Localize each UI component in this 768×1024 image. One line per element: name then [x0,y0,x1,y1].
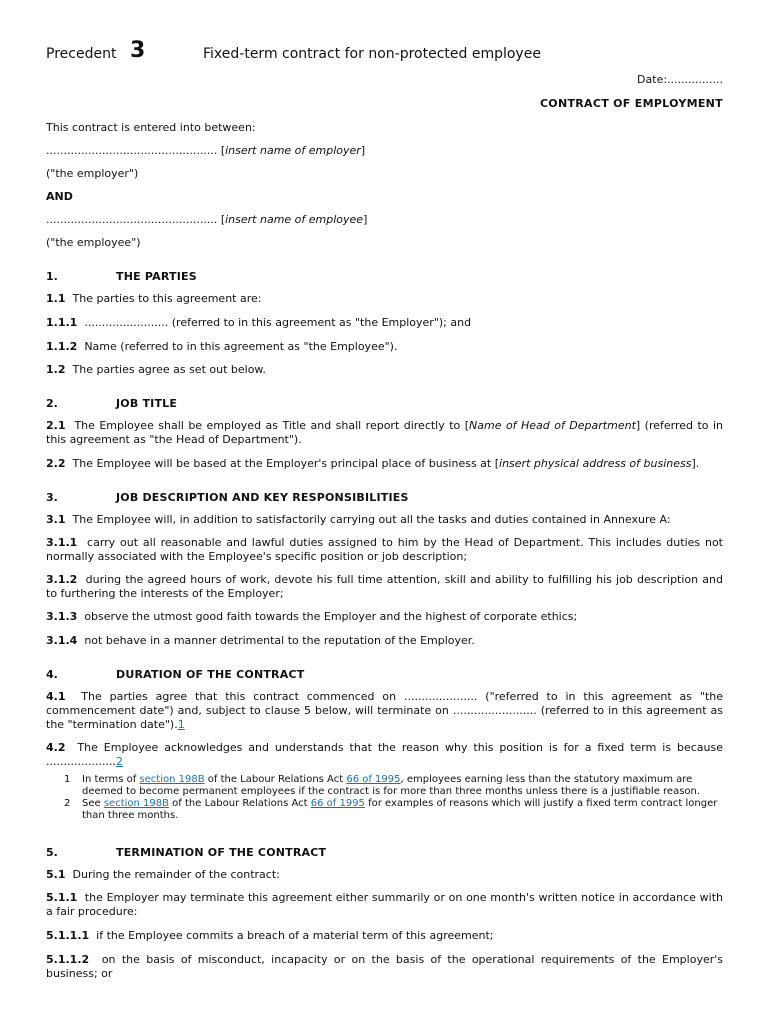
clause-text: if the Employee commits a breach of a material term of this agreement; [96,929,494,942]
footnote-text [82,774,723,798]
clause-1-1 [46,292,723,306]
precedent-number: 3 [130,38,146,63]
clause-3-1-2 [46,573,723,601]
employer-dots: ................................................. [ [46,144,226,157]
section-198b-link[interactable]: section 198B [139,774,205,785]
footnote-2 [64,798,723,822]
section-2-heading [46,397,723,410]
clause-number: 5.1.1.1 [46,929,90,942]
clause-insert-note: Name of Head of Department [469,419,636,432]
clause-2-2 [46,457,723,471]
footnote-text-part: of the Labour Relations Act [204,774,347,785]
employee-insert-note: insert name of employee [225,213,364,226]
contract-title: CONTRACT OF EMPLOYMENT [539,97,723,110]
date-line: Date:................ [637,73,723,86]
employer-definition: ("the employer") [46,167,139,180]
clause-number: 3.1.2 [46,573,78,586]
section-title: DURATION OF THE CONTRACT [116,668,305,681]
footnote-text [82,798,723,822]
employee-definition: ("the employee") [46,236,141,249]
clause-number: 4.2 [46,741,66,754]
intro-text: This contract is entered into between: [46,121,256,134]
clause-number: 1.1.1 [46,316,78,329]
clause-text: The Employee acknowledges and understands that the reason why this position is for a fixed term is because .................... [46,741,723,768]
clause-1-1-1 [46,316,723,330]
and-separator: AND [46,190,73,203]
section-4-heading [46,668,723,681]
clause-text: The parties agree that this contract commenced on ..................... ("referred to in this agreement as "the commencement date") and, subject to clause 5 below, will terminate on ........................ (referred to in this agreement as the "termination date"). [46,690,723,731]
document-heading: Fixed-term contract for non-protected employee [203,46,541,62]
clause-4-1 [46,690,723,732]
section-title: JOB TITLE [116,397,178,410]
clause-number: 2.2 [46,457,66,470]
clause-5-1-1-1 [46,929,723,943]
clause-3-1-3 [46,610,723,624]
clause-number: 4.1 [46,690,66,703]
footnote-text-part: , employees earning less than the statutory maximum are deemed to become permanent employees if the contract is for more than three months unless there is a justifiable reason. [82,774,701,797]
clause-number: 3.1.1 [46,536,78,549]
clause-number: 5.1.1.2 [46,953,90,966]
section-number: 1. [46,270,58,283]
clause-3-1-4 [46,634,723,648]
footnotes [46,774,723,822]
clause-text: The Employee will, in addition to satisfactorily carrying out all the tasks and duties contained in Annexure A: [72,513,671,526]
footnote-1 [64,774,723,798]
footnote-text-part: of the Labour Relations Act [169,798,311,809]
clause-1-1-2 [46,340,723,354]
clause-number: 3.1.3 [46,610,78,623]
footnote-text-part: See [82,798,104,809]
employee-close-bracket: ] [363,213,368,226]
clause-text: on the basis of misconduct, incapacity or on the basis of the operational requirements of the Employer's business; or [46,953,723,980]
clause-text: not behave in a manner detrimental to the reputation of the Employer. [84,634,475,647]
employee-dots: ................................................. [ [46,213,226,226]
clause-2-1 [46,419,723,447]
section-title: THE PARTIES [116,270,197,283]
section-3-heading [46,491,723,504]
clause-5-1-1-2 [46,953,723,981]
clause-text: Name (referred to in this agreement as "the Employee"). [84,340,398,353]
section-number: 2. [46,397,58,410]
clause-number: 5.1 [46,868,66,881]
section-title: TERMINATION OF THE CONTRACT [116,846,327,859]
clause-number: 3.1 [46,513,66,526]
clause-1-2 [46,363,723,377]
employer-name-line [46,144,723,158]
clause-text: The parties agree as set out below. [72,363,266,376]
clause-text: The Employee shall be employed as Title and shall report directly to [ [74,419,470,432]
clause-number: 1.1 [46,292,66,305]
clause-insert-note: insert physical address of business [499,457,692,470]
clause-5-1 [46,868,723,882]
section-number: 4. [46,668,58,681]
clause-text: During the remainder of the contract: [72,868,280,881]
clause-text: during the agreed hours of work, devote his full time attention, skill and ability to fulfilling his job description and to furthering the interests of the Employer; [46,573,723,600]
clause-3-1 [46,513,723,527]
clause-text: The parties to this agreement are: [72,292,262,305]
clause-number: 3.1.4 [46,634,78,647]
act-66-of-1995-link[interactable]: 66 of 1995 [346,774,401,785]
clause-number: 2.1 [46,419,66,432]
clause-text: observe the utmost good faith towards the Employer and the highest of corporate ethics; [84,610,578,623]
precedent-label: Precedent [46,46,117,62]
clause-text: The Employee will be based at the Employer's principal place of business at [ [72,457,500,470]
clause-number: 1.2 [46,363,66,376]
section-198b-link[interactable]: section 198B [103,798,169,809]
footnote-text-part: for examples of reasons which will justify a fixed term contract longer than three months. [82,798,718,821]
document-body [46,73,723,981]
footnote-ref-2-link[interactable]: 2 [115,755,123,768]
clause-number: 1.1.2 [46,340,78,353]
document-header [46,38,726,68]
section-1-heading [46,270,723,283]
clause-3-1-1 [46,536,723,564]
footnote-number: 1 [64,774,71,785]
clause-text: carry out all reasonable and lawful duties assigned to him by the Head of Department. This includes duties not normally associated with the Employee's specific position or job description; [46,536,723,563]
clause-text-end: ]. [691,457,700,470]
clause-text: ........................ (referred to in this agreement as "the Employer"); and [84,316,472,329]
clause-4-2 [46,741,723,769]
clause-text: the Employer may terminate this agreement either summarily or on one month's written notice in accordance with a fair procedure: [46,891,723,918]
clause-number: 5.1.1 [46,891,78,904]
clause-5-1-1 [46,891,723,919]
employee-name-line [46,213,723,227]
section-title: JOB DESCRIPTION AND KEY RESPONSIBILITIES [116,491,409,504]
act-66-of-1995-link[interactable]: 66 of 1995 [310,798,365,809]
section-number: 3. [46,491,58,504]
section-number: 5. [46,846,58,859]
footnote-ref-1-link[interactable]: 1 [177,718,185,731]
employer-close-bracket: ] [360,144,366,157]
clause-text-end: ] (referred to in this agreement as "the Head of Department"). [46,419,723,446]
employer-insert-note: insert name of employer [225,144,361,157]
footnote-number: 2 [64,798,71,809]
footnote-text-part: In terms of [82,774,140,785]
section-5-heading [46,846,723,859]
